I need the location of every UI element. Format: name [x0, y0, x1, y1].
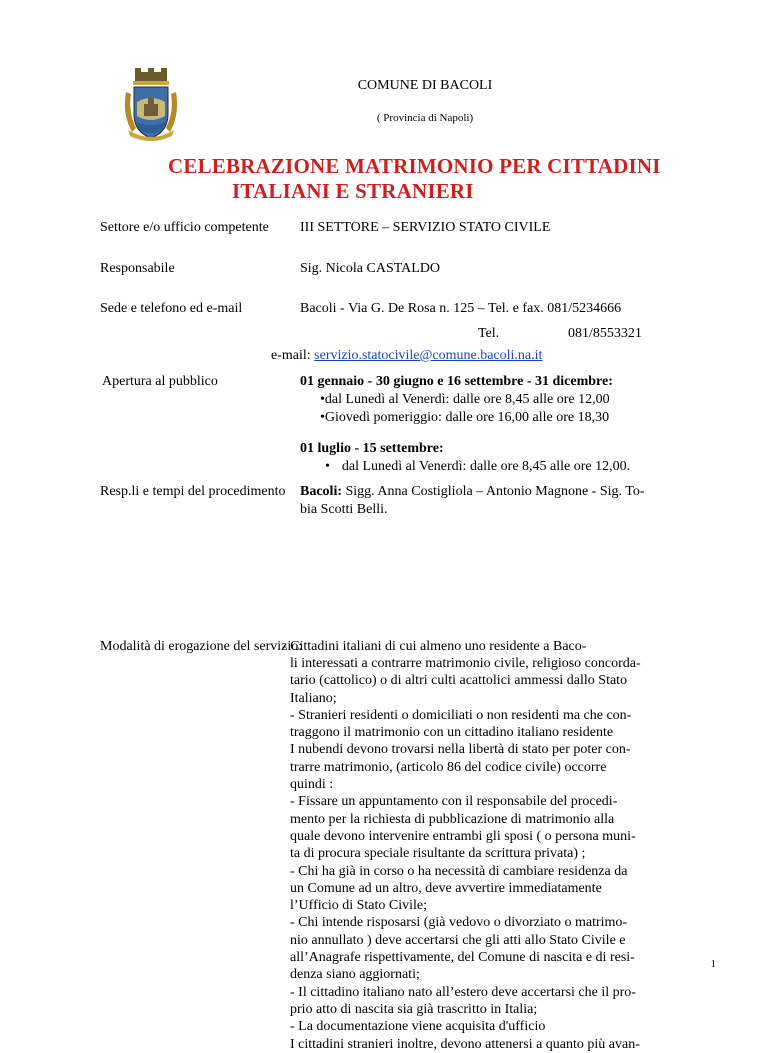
body-line: - Chi ha già in corso o ha necessità di cambiare residenza da: [290, 863, 628, 879]
body-line: - Stranieri residenti o domiciliati o non residenti ma che con-: [290, 707, 632, 723]
body-line: traggono il matrimonio con un cittadino italiano residente: [290, 725, 614, 741]
responsabile-label: Responsabile: [100, 261, 175, 276]
page-title-line-2: ITALIANI E STRANIERI: [232, 179, 474, 203]
body-line: denza siano aggiornati;: [290, 967, 420, 983]
coat-of-arms-crest-icon: [122, 66, 180, 142]
modalita-body: [290, 655, 710, 1053]
body-line: all’Anagrafe rispettivamente, del Comune di nascita e di resi-: [290, 950, 635, 966]
page-number: 1: [710, 958, 716, 970]
body-line: Italiano;: [290, 690, 337, 706]
body-line: un Comune ad un altro, deve avvertire immediatamente: [290, 880, 602, 896]
body-line: tario (cattolico) o di altri culti acattolici ammessi dallo Stato: [290, 673, 628, 689]
body-line: l’Ufficio di Stato Civile;: [290, 898, 428, 914]
sede-value: Bacoli - Via G. De Rosa n. 125 – Tel. e fax. 081/5234666: [300, 301, 622, 316]
body-line: ta di procura speciale risultante da scrittura privata) ;: [290, 846, 586, 862]
apertura-label: Apertura al pubblico: [102, 374, 218, 389]
apertura-item-3: • dal Lunedì al Venerdì: dalle ore 8,45 alle ore 12,00.: [325, 459, 631, 474]
email-link[interactable]: servizio.statocivile@comune.bacoli.na.it: [314, 348, 543, 363]
responsabile-value: Sig. Nicola CASTALDO: [300, 261, 441, 276]
body-line: - Il cittadino italiano nato all’estero deve accertarsi che il pro-: [290, 984, 636, 1000]
body-line: - Chi intende risposarsi (già vedovo o divorziato o matrimo-: [290, 915, 628, 931]
body-line: nio annullato ) deve accertarsi che gli atti allo Stato Civile e: [290, 932, 626, 948]
resp-value-line-1: Bacoli: Sigg. Anna Costigliola – Antonio Magnone - Sig. To-: [300, 484, 645, 499]
body-line: I nubendi devono trovarsi nella libertà di stato per poter con-: [290, 742, 631, 758]
body-line: trarre matrimonio, (articolo 86 del codice civile) occorre: [290, 759, 607, 775]
body-line-0: - Cittadini italiani di cui almeno uno residente a Baco-: [282, 639, 587, 654]
apertura-item-1: •dal Lunedì al Venerdì: dalle ore 8,45 alle ore 12,00: [320, 392, 610, 407]
body-line: quale devono intervenire entrambi gli sposi ( o persona muni-: [290, 828, 636, 844]
body-line: prio atto di nascita sia già trascritto in Italia;: [290, 1001, 538, 1017]
sede-label: Sede e telefono ed e-mail: [100, 301, 243, 316]
body-line: quindi :: [290, 777, 334, 793]
settore-label: Settore e/o ufficio competente: [100, 220, 269, 235]
tel-value: 081/8553321: [568, 326, 642, 341]
body-line: mento per la richiesta di pubblicazione di matrimonio alla: [290, 811, 615, 827]
email-line: [271, 347, 542, 365]
apertura-period-1: 01 gennaio - 30 giugno e 16 settembre - 31 dicembre:: [300, 374, 613, 389]
apertura-item-2: •Giovedì pomeriggio: dalle ore 16,00 alle ore 18,30: [320, 410, 610, 425]
bullet-icon: •: [325, 459, 330, 474]
modalita-label: Modalità di erogazione del servizio:: [100, 639, 303, 654]
bullet-icon: •: [320, 392, 325, 407]
page-title-line-1: CELEBRAZIONE MATRIMONIO PER CITTADINI: [168, 154, 661, 178]
bullet-icon: •: [320, 410, 325, 425]
municipality-name: COMUNE DI BACOLI: [357, 78, 493, 93]
settore-value: III SETTORE – SERVIZIO STATO CIVILE: [300, 220, 551, 235]
body-line: I cittadini stranieri inoltre, devono attenersi a quanto più avan-: [290, 1036, 640, 1052]
resp-location: Bacoli:: [300, 484, 342, 499]
body-line: - La documentazione viene acquisita d'ufficio: [290, 1019, 546, 1035]
resp-value-line-2: bia Scotti Belli.: [300, 502, 388, 517]
province-name: ( Provincia di Napoli): [376, 112, 474, 124]
resp-label: Resp.li e tempi del procedimento: [100, 484, 286, 499]
body-line: li interessati a contrarre matrimonio civile, religioso concorda-: [290, 656, 641, 671]
apertura-period-2: 01 luglio - 15 settembre:: [300, 441, 444, 456]
email-label: e-mail:: [271, 348, 311, 363]
body-line: - Fissare un appuntamento con il responsabile del procedi-: [290, 794, 618, 810]
tel-label: Tel.: [478, 326, 500, 341]
